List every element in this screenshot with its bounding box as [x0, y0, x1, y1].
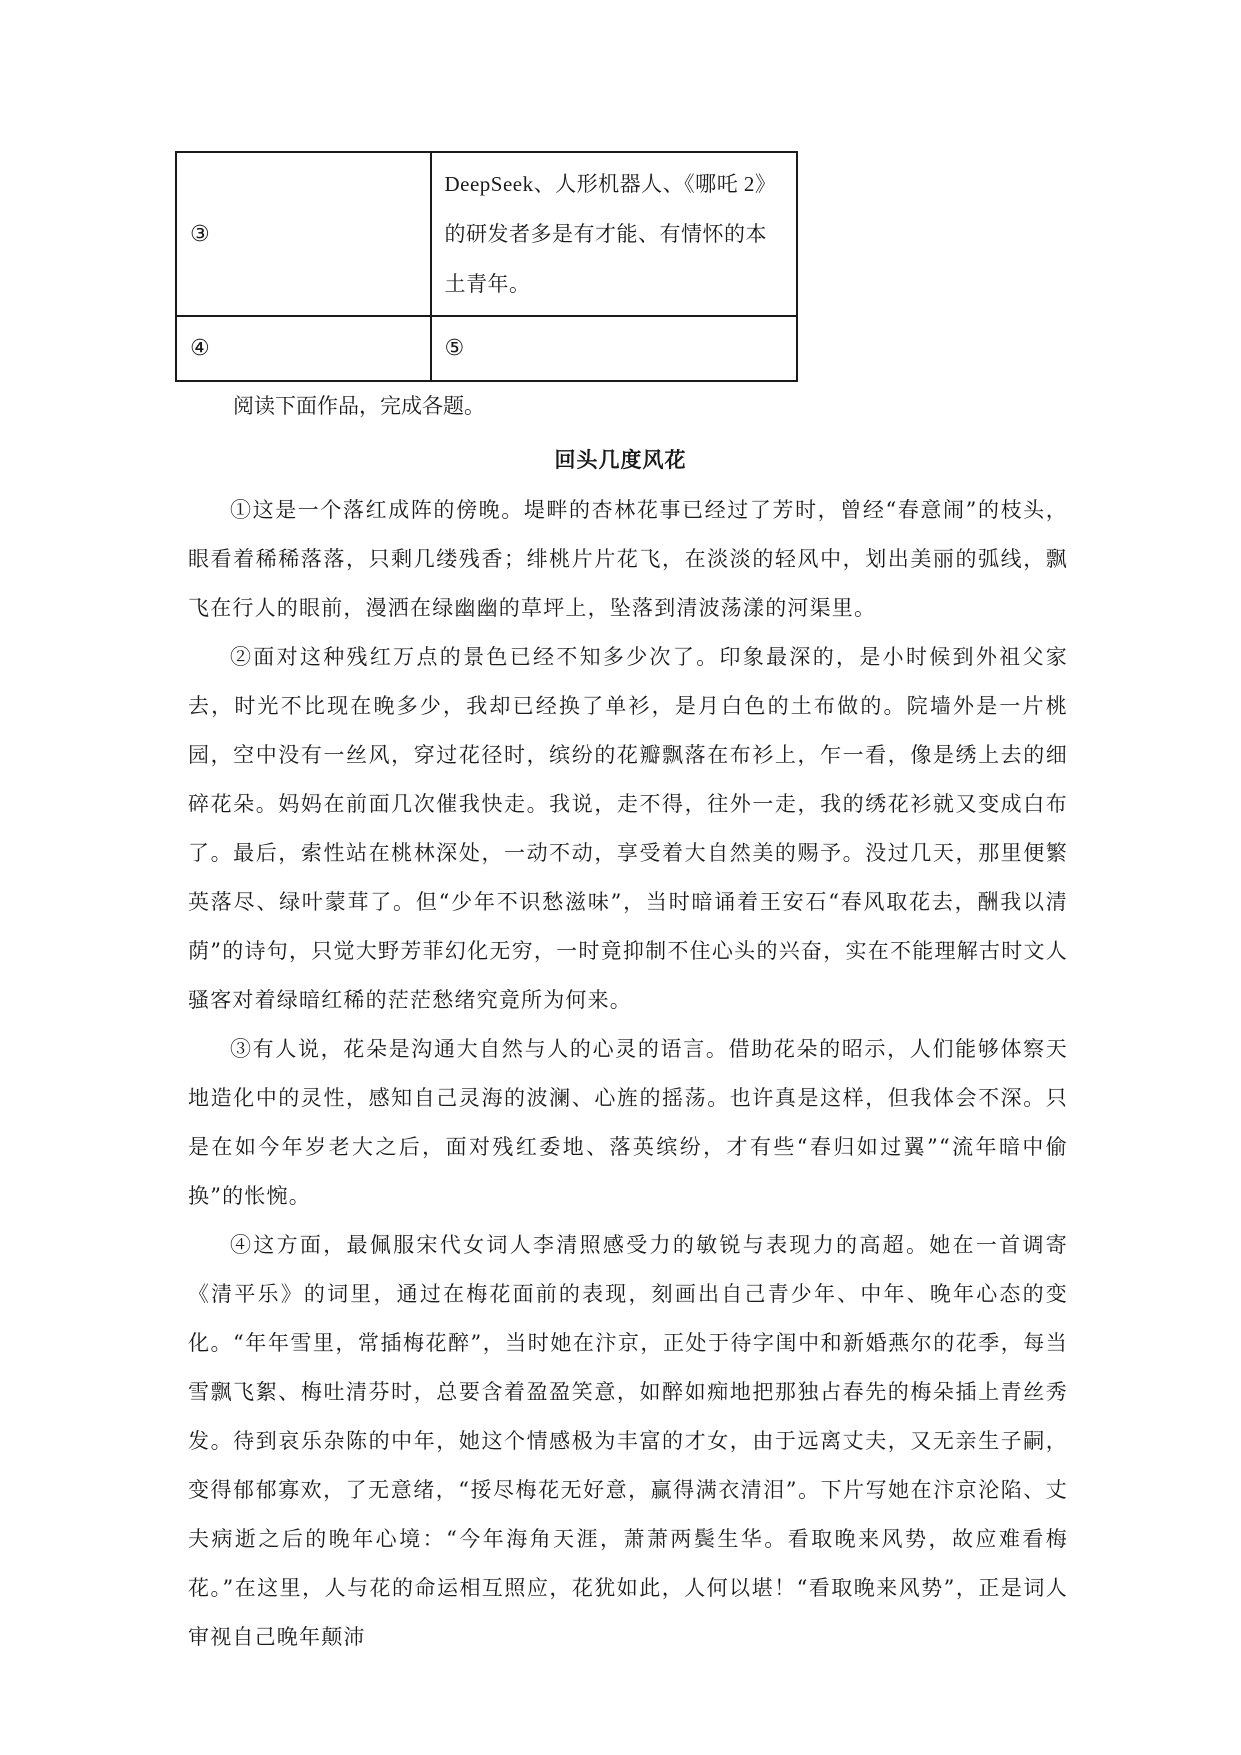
answer-table: [175, 151, 798, 382]
table-cell: [431, 316, 798, 381]
paragraph: ②面对这种残红万点的景色已经不知多少次了。印象最深的，是小时候到外祖父家去，时光不比现在晚多少，我却已经换了单衫，是月白色的土布做的。院墙外是一片桃园，空中没有一丝风，穿过花径时，缤纷的花瓣飘落在布衫上，乍一看，像是绣上去的细碎花朵。妈妈在前面几次催我快走。我说，走不得，往外一走，我的绣花衫就又变成白布了。最后，索性站在桃林深处，一动不动，享受着大自然美的赐予。没过几天，那里便繁英落尽、绿叶蒙茸了。但“少年不识愁滋味”，当时暗诵着王安石“春风取花去，酬我以清荫”的诗句，只觉大野芳菲幻化无穷，一时竟抑制不住心头的兴奋，实在不能理解古时文人骚客对着绿暗红稀的茫茫愁绪究竟所为何来。: [188, 645, 1068, 1012]
article-body: [188, 486, 1068, 1662]
paragraph: ④这方面，最佩服宋代女词人李清照感受力的敏锐与表现力的高超。她在一首调寄《清平乐》的词里，通过在梅花面前的表现，刻画出自己青少年、中年、晚年心态的变化。“年年雪里，常插梅花醉”，当时她在汴京，正处于待字闺中和新婚燕尔的花季，每当雪飘飞絮、梅吐清芬时，总要含着盈盈笑意，如醉如痴地把那独占春先的梅朵插上青丝秀发。待到哀乐杂陈的中年，她这个情感极为丰富的才女，由于远离丈夫，又无亲生子嗣，变得郁郁寡欢，了无意绪，“挼尽梅花无好意，赢得满衣清泪”。下片写她在汴京沦陷、丈夫病逝之后的晚年心境：“今年海角天涯，萧萧两鬓生华。看取晚来风势，故应难看梅花。”在这里，人与花的命运相互照应，花犹如此，人何以堪！“看取晚来风势”，正是词人审视自己晚年颠沛: [188, 1233, 1068, 1649]
row-marker: ④: [190, 336, 210, 361]
cell-text: DeepSeek、人形机器人、《哪吒 2》的研发者多是有才能、有情怀的本土青年。: [444, 172, 777, 296]
paragraph: ③有人说，花朵是沟通大自然与人的心灵的语言。借助花朵的昭示，人们能够体察天地造化中的灵性，感知自己灵海的波澜、心旌的摇荡。也许真是这样，但我体会不深。只是在如今年岁老大之后，面对残红委地、落英缤纷，才有些“春归如过翼”“流年暗中偷换”的怅惋。: [188, 1037, 1068, 1208]
paragraph: ①这是一个落红成阵的傍晚。堤畔的杏林花事已经过了芳时，曾经“春意闹”的枝头，眼看着稀稀落落，只剩几缕残香；绯桃片片花飞，在淡淡的轻风中，划出美丽的弧线，飘飞在行人的眼前，漫洒在绿幽幽的草坪上，坠落到清波荡漾的河渠里。: [188, 498, 1068, 620]
table-row: [176, 316, 797, 381]
table-row: [176, 152, 797, 316]
table-cell: [176, 316, 431, 381]
instruction-text: 阅读下面作品，完成各题。: [233, 394, 485, 418]
table-cell: [176, 152, 431, 316]
row-marker: ③: [190, 221, 210, 247]
row-marker: ⑤: [444, 336, 465, 361]
table-cell: [431, 152, 798, 316]
article-title: 回头几度风花: [554, 447, 687, 472]
